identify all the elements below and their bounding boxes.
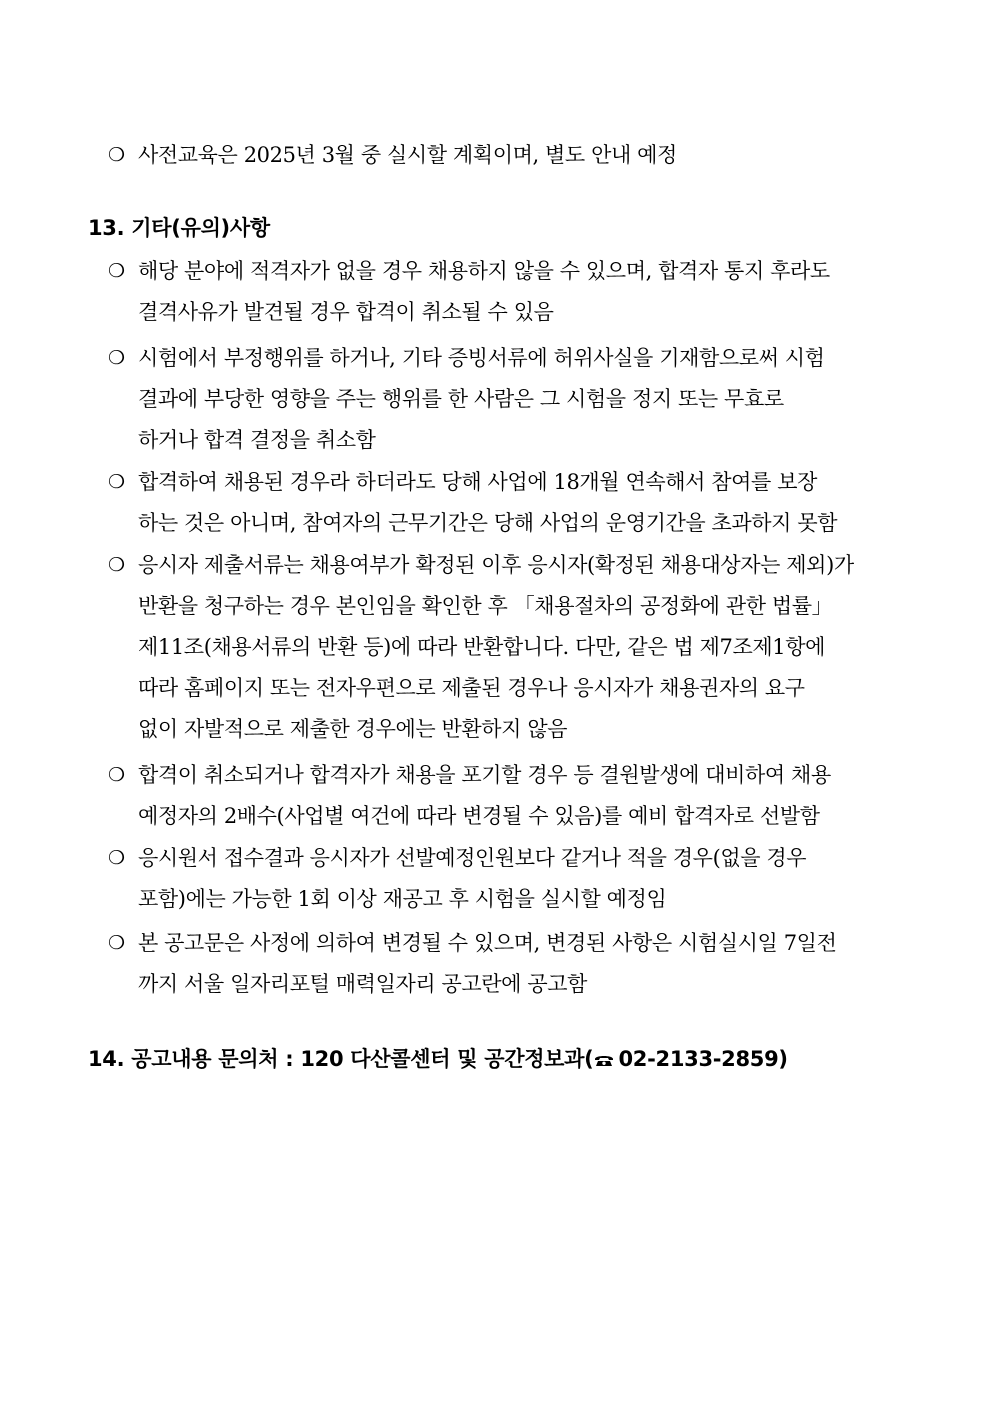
- bullet-line: 해당 분야에 적격자가 없을 경우 채용하지 않을 수 있으며, 합격자 통지 후라도: [138, 259, 830, 283]
- phone-number: 02-2133-2859: [618, 1047, 779, 1071]
- bullet-line: 합격하여 채용된 경우라 하더라도 당해 사업에 18개월 연속해서 참여를 보장: [138, 470, 817, 494]
- bullet-line: 제11조(채용서류의 반환 등)에 따라 반환합니다. 다만, 같은 법 제7조제1항에: [138, 635, 825, 659]
- bullet-marker: ❍: [108, 764, 125, 786]
- bullet-line: 예정자의 2배수(사업별 여건에 따라 변경될 수 있음)를 예비 합격자로 선발함: [138, 804, 820, 828]
- bullet-marker: ❍: [108, 260, 125, 282]
- bullet-line: 시험에서 부정행위를 하거나, 기타 증빙서류에 허위사실을 기재함으로써 시험: [138, 346, 825, 370]
- bullet-line: 따라 홈페이지 또는 전자우편으로 제출된 경우나 응시자가 채용권자의 요구: [138, 676, 805, 700]
- list-item: [108, 545, 908, 750]
- bullet-line: 하는 것은 아니며, 참여자의 근무기간은 당해 사업의 운영기간을 초과하지 못함: [138, 511, 838, 535]
- bullet-marker: ❍: [108, 471, 125, 493]
- list-item: [108, 462, 908, 544]
- list-item: [108, 755, 908, 837]
- list-item: [108, 838, 908, 920]
- bullet-line: 응시자 제출서류는 채용여부가 확정된 이후 응시자(확정된 채용대상자는 제외)가: [138, 553, 854, 577]
- bullet-line: 반환을 청구하는 경우 본인임을 확인한 후 「채용절차의 공정화에 관한 법률」: [138, 594, 833, 618]
- bullet-line: 사전교육은 2025년 3월 중 실시할 계획이며, 별도 안내 예정: [138, 143, 677, 167]
- contact-heading-text: 14. 공고내용 문의처 : 120 다산콜센터 및 공간정보과(: [88, 1047, 594, 1071]
- bullet-line: 없이 자발적으로 제출한 경우에는 반환하지 않음: [138, 717, 568, 741]
- bullet-line: 합격이 취소되거나 합격자가 채용을 포기할 경우 등 결원발생에 대비하여 채용: [138, 763, 831, 787]
- bullet-line: 응시원서 접수결과 응시자가 선발예정인원보다 같거나 적을 경우(없을 경우: [138, 846, 807, 870]
- bullet-marker: ❍: [108, 847, 125, 869]
- bullet-line: 결과에 부당한 영향을 주는 행위를 한 사람은 그 시험을 정지 또는 무효로: [138, 387, 784, 411]
- bullet-line: 까지 서울 일자리포털 매력일자리 공고란에 공고함: [138, 972, 587, 996]
- list-item: [108, 923, 908, 1005]
- telephone-icon: [594, 1046, 614, 1060]
- bullet-line: 본 공고문은 사정에 의하여 변경될 수 있으며, 변경된 사항은 시험실시일 7일전: [138, 931, 837, 955]
- bullet-marker: ❍: [108, 347, 125, 369]
- bullet-marker: ❍: [108, 554, 125, 576]
- section-13-heading: 13. 기타(유의)사항: [88, 216, 270, 240]
- contact-heading-suffix: ): [778, 1047, 788, 1071]
- bullet-marker: ❍: [108, 932, 125, 954]
- section-14-heading: [88, 1045, 788, 1073]
- bullet-marker: ❍: [108, 144, 125, 166]
- bullet-line: 하거나 합격 결정을 취소함: [138, 428, 376, 452]
- list-item: [108, 338, 908, 461]
- bullet-line: 포함)에는 가능한 1회 이상 재공고 후 시험을 실시할 예정임: [138, 887, 667, 911]
- bullet-line: 결격사유가 발견될 경우 합격이 취소될 수 있음: [138, 300, 554, 324]
- intro-bullet: [108, 135, 908, 176]
- list-item: [108, 251, 908, 333]
